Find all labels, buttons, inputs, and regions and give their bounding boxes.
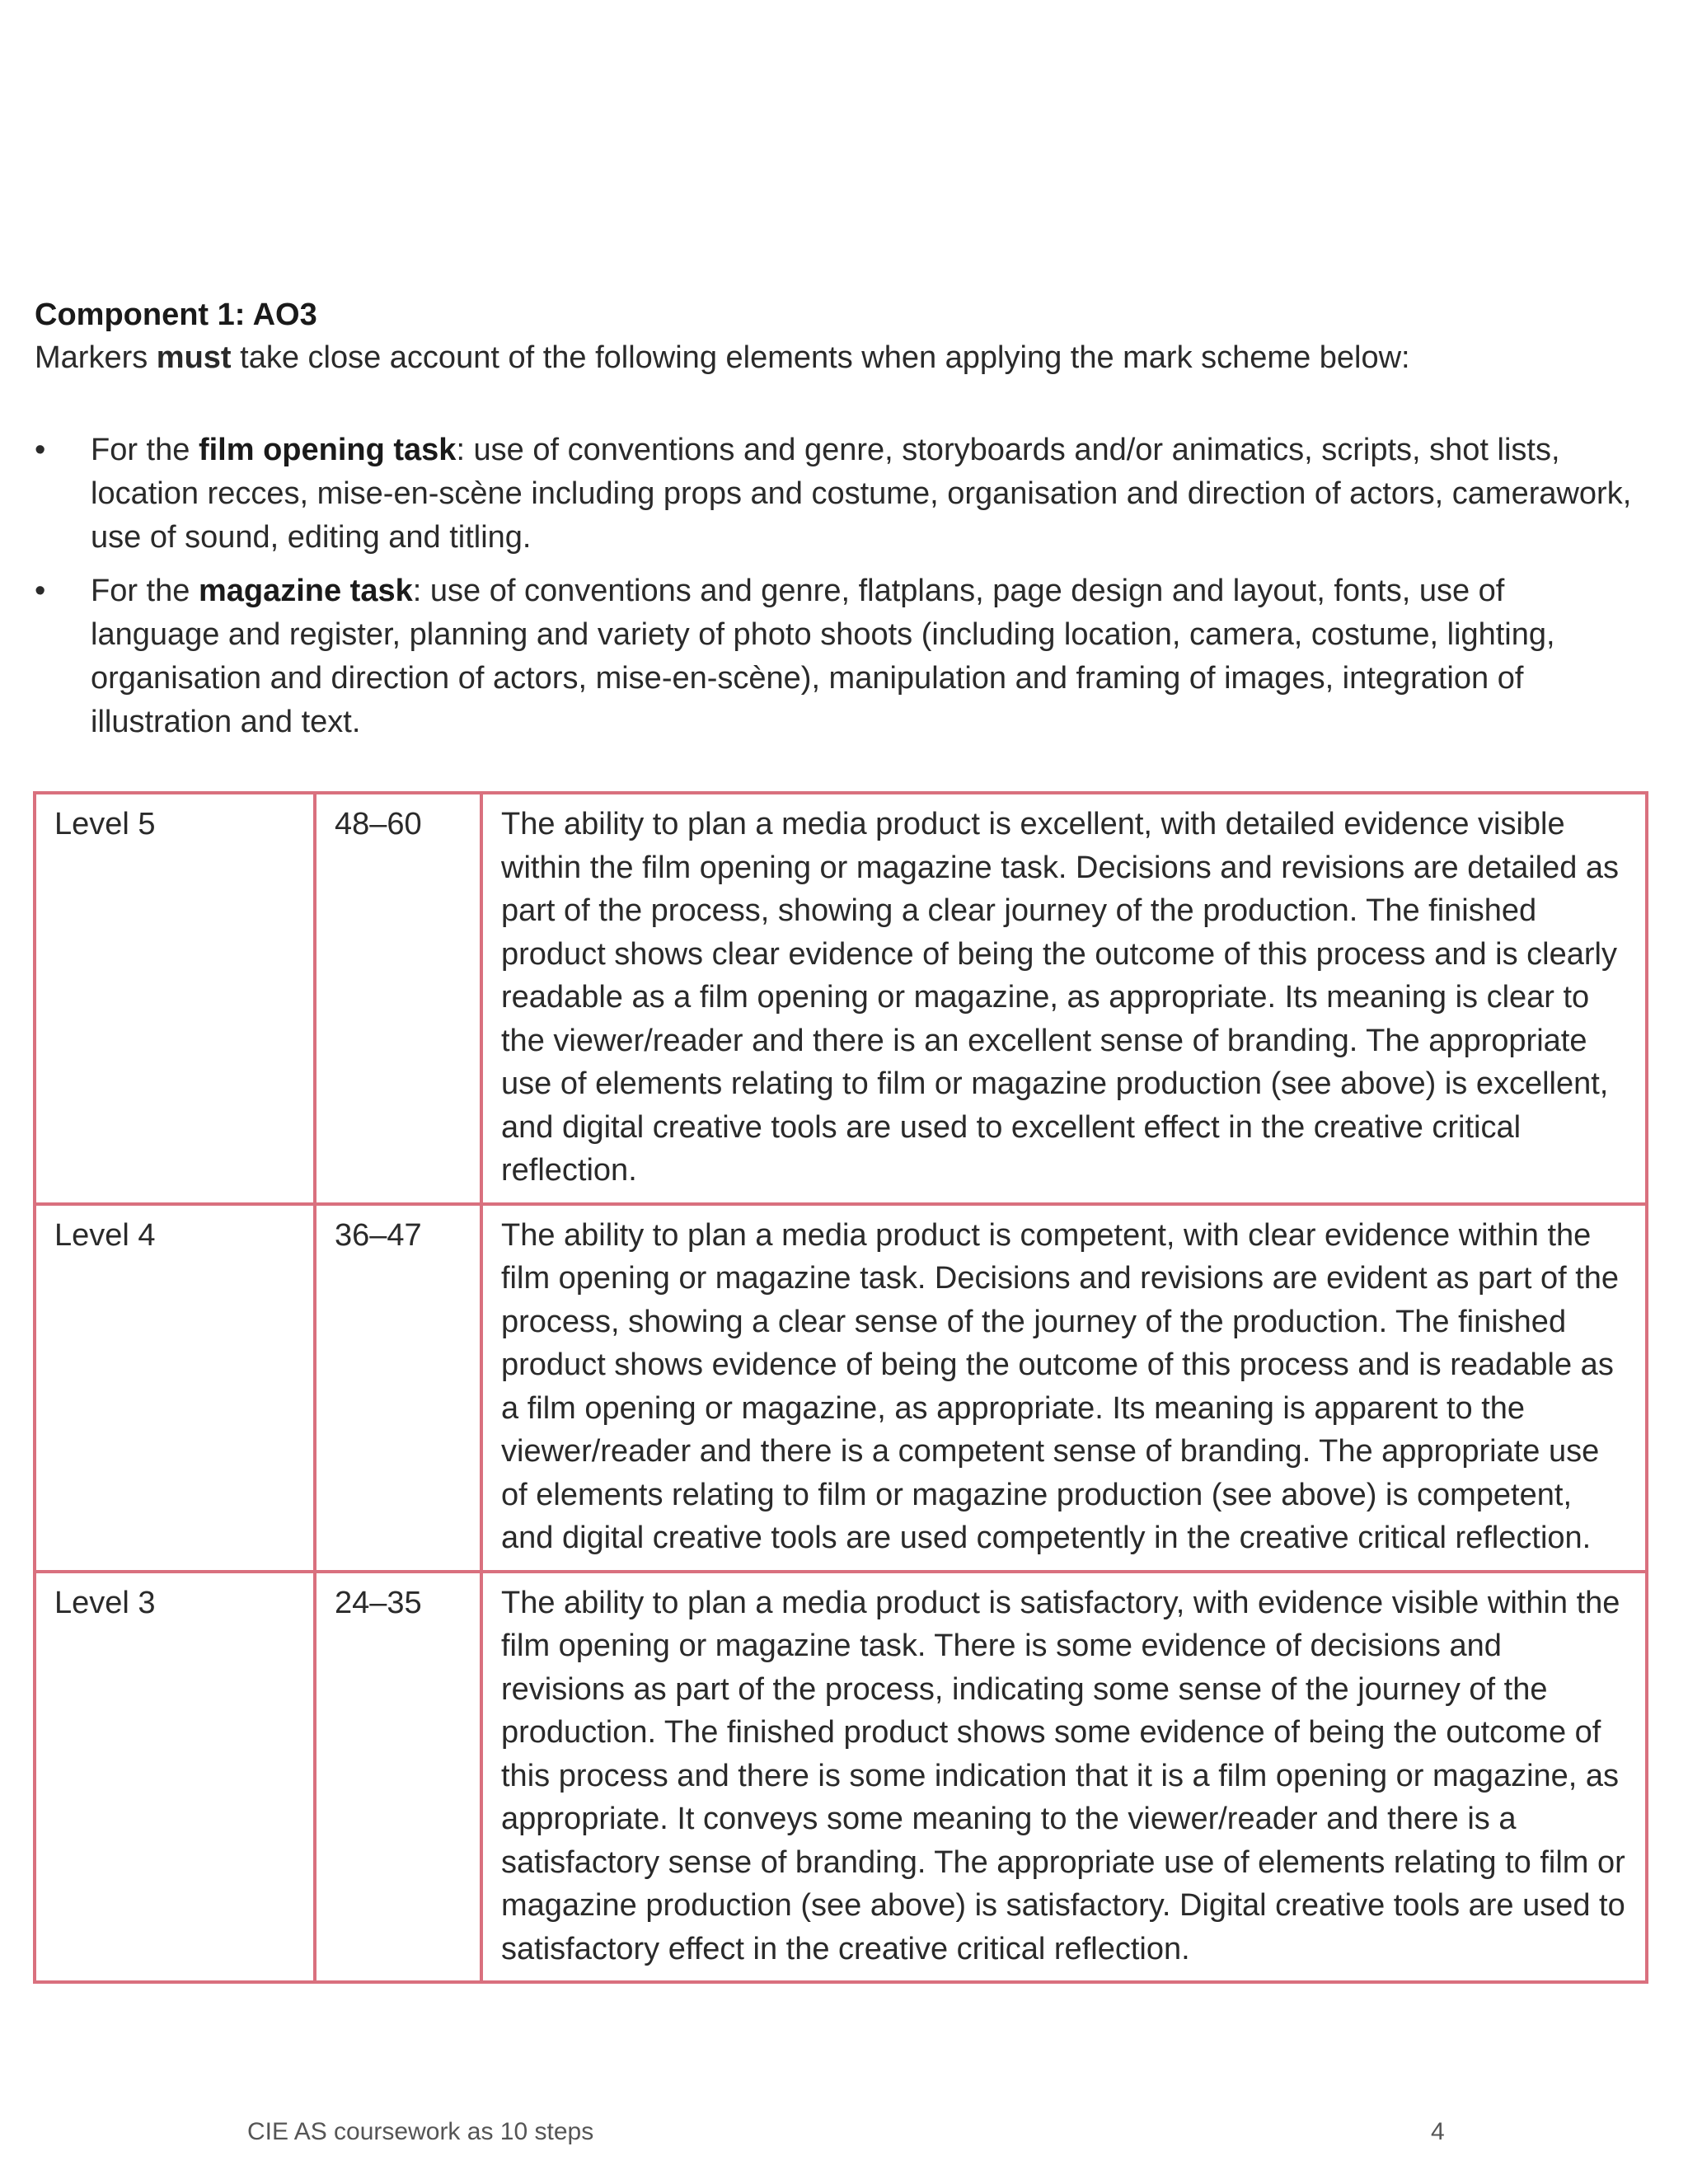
bullet-task-name: magazine task — [198, 574, 413, 608]
bullet-text: : use of conventions and genre, flatplans, page design and layout, fonts, use of language and register, planning and variety of photo shoots (including location, camera, costume, lighting, organisation and direction of actors, mise-en-scène), manipulation and framing of images, integration of illustration and text. — [91, 574, 1555, 739]
table-row-level-4 — [35, 1204, 1647, 1572]
marks-cell: 36–47 — [315, 1204, 481, 1572]
description-cell: The ability to plan a media product is competent, with clear evidence within the film opening or magazine task. Decisions and revisions are evident as part of the process, showing a clear sense of the journey of the production. The finished product shows evidence of being the outcome of this process and is readable as a film opening or magazine, as appropriate. Its meaning is apparent to the viewer/reader and there is a competent sense of branding. The appropriate use of elements relating to film or magazine production (see above) is competent, and digital creative tools are used competently in the creative critical reflection. — [481, 1204, 1647, 1572]
table-row-level-3 — [35, 1572, 1647, 1983]
intro-emphasis: must — [156, 340, 232, 375]
mark-scheme-table — [33, 791, 1648, 1984]
intro-text-after: take close account of the following elements when applying the mark scheme below: — [231, 340, 1410, 375]
bullet-icon: • — [35, 574, 46, 608]
level-cell: Level 3 — [35, 1572, 315, 1983]
criteria-list — [35, 429, 1634, 754]
intro-paragraph — [35, 336, 1634, 379]
bullet-text: : use of conventions and genre, storyboards and/or animatics, scripts, shot lists, location recces, mise-en-scène including props and costume, organisation and direction of actors, camerawork, use of sound, editing and titling. — [91, 433, 1632, 555]
footer-document-title: CIE AS coursework as 10 steps — [247, 2118, 594, 2145]
footer-page-number: 4 — [1431, 2118, 1445, 2145]
table-row-level-5 — [35, 793, 1647, 1204]
description-cell: The ability to plan a media product is excellent, with detailed evidence visible within the film opening or magazine task. Decisions and revisions are detailed as part of the process, showing a clear journey of the production. The finished product shows clear evidence of being the outcome of this process and is clearly readable as a film opening or magazine, as appropriate. Its meaning is clear to the viewer/reader and there is an excellent sense of branding. The appropriate use of elements relating to film or magazine production (see above) is excellent, and digital creative tools are used to excellent effect in the creative critical reflection. — [481, 793, 1647, 1204]
bullet-prefix: For the — [91, 433, 199, 467]
level-cell: Level 5 — [35, 793, 315, 1204]
intro-text-before: Markers — [35, 340, 157, 375]
bullet-icon: • — [35, 433, 46, 467]
bullet-prefix: For the — [91, 574, 199, 608]
level-cell: Level 4 — [35, 1204, 315, 1572]
description-cell: The ability to plan a media product is satisfactory, with evidence visible within the film opening or magazine task. There is some evidence of decisions and revisions as part of the process, indicating some sense of the journey of the production. The finished product shows some evidence of being the outcome of this process and there is some indication that it is a film opening or magazine, as appropriate. It conveys some meaning to the viewer/reader and there is a satisfactory sense of branding. The appropriate use of elements relating to film or magazine production (see above) is satisfactory. Digital creative tools are used to satisfactory effect in the creative critical reflection. — [481, 1572, 1647, 1983]
bullet-magazine-task — [35, 569, 1634, 744]
bullet-film-opening-task — [35, 429, 1634, 560]
marks-cell: 48–60 — [315, 793, 481, 1204]
bullet-task-name: film opening task — [198, 433, 457, 467]
section-heading: Component 1: AO3 — [35, 298, 317, 332]
marks-cell: 24–35 — [315, 1572, 481, 1983]
